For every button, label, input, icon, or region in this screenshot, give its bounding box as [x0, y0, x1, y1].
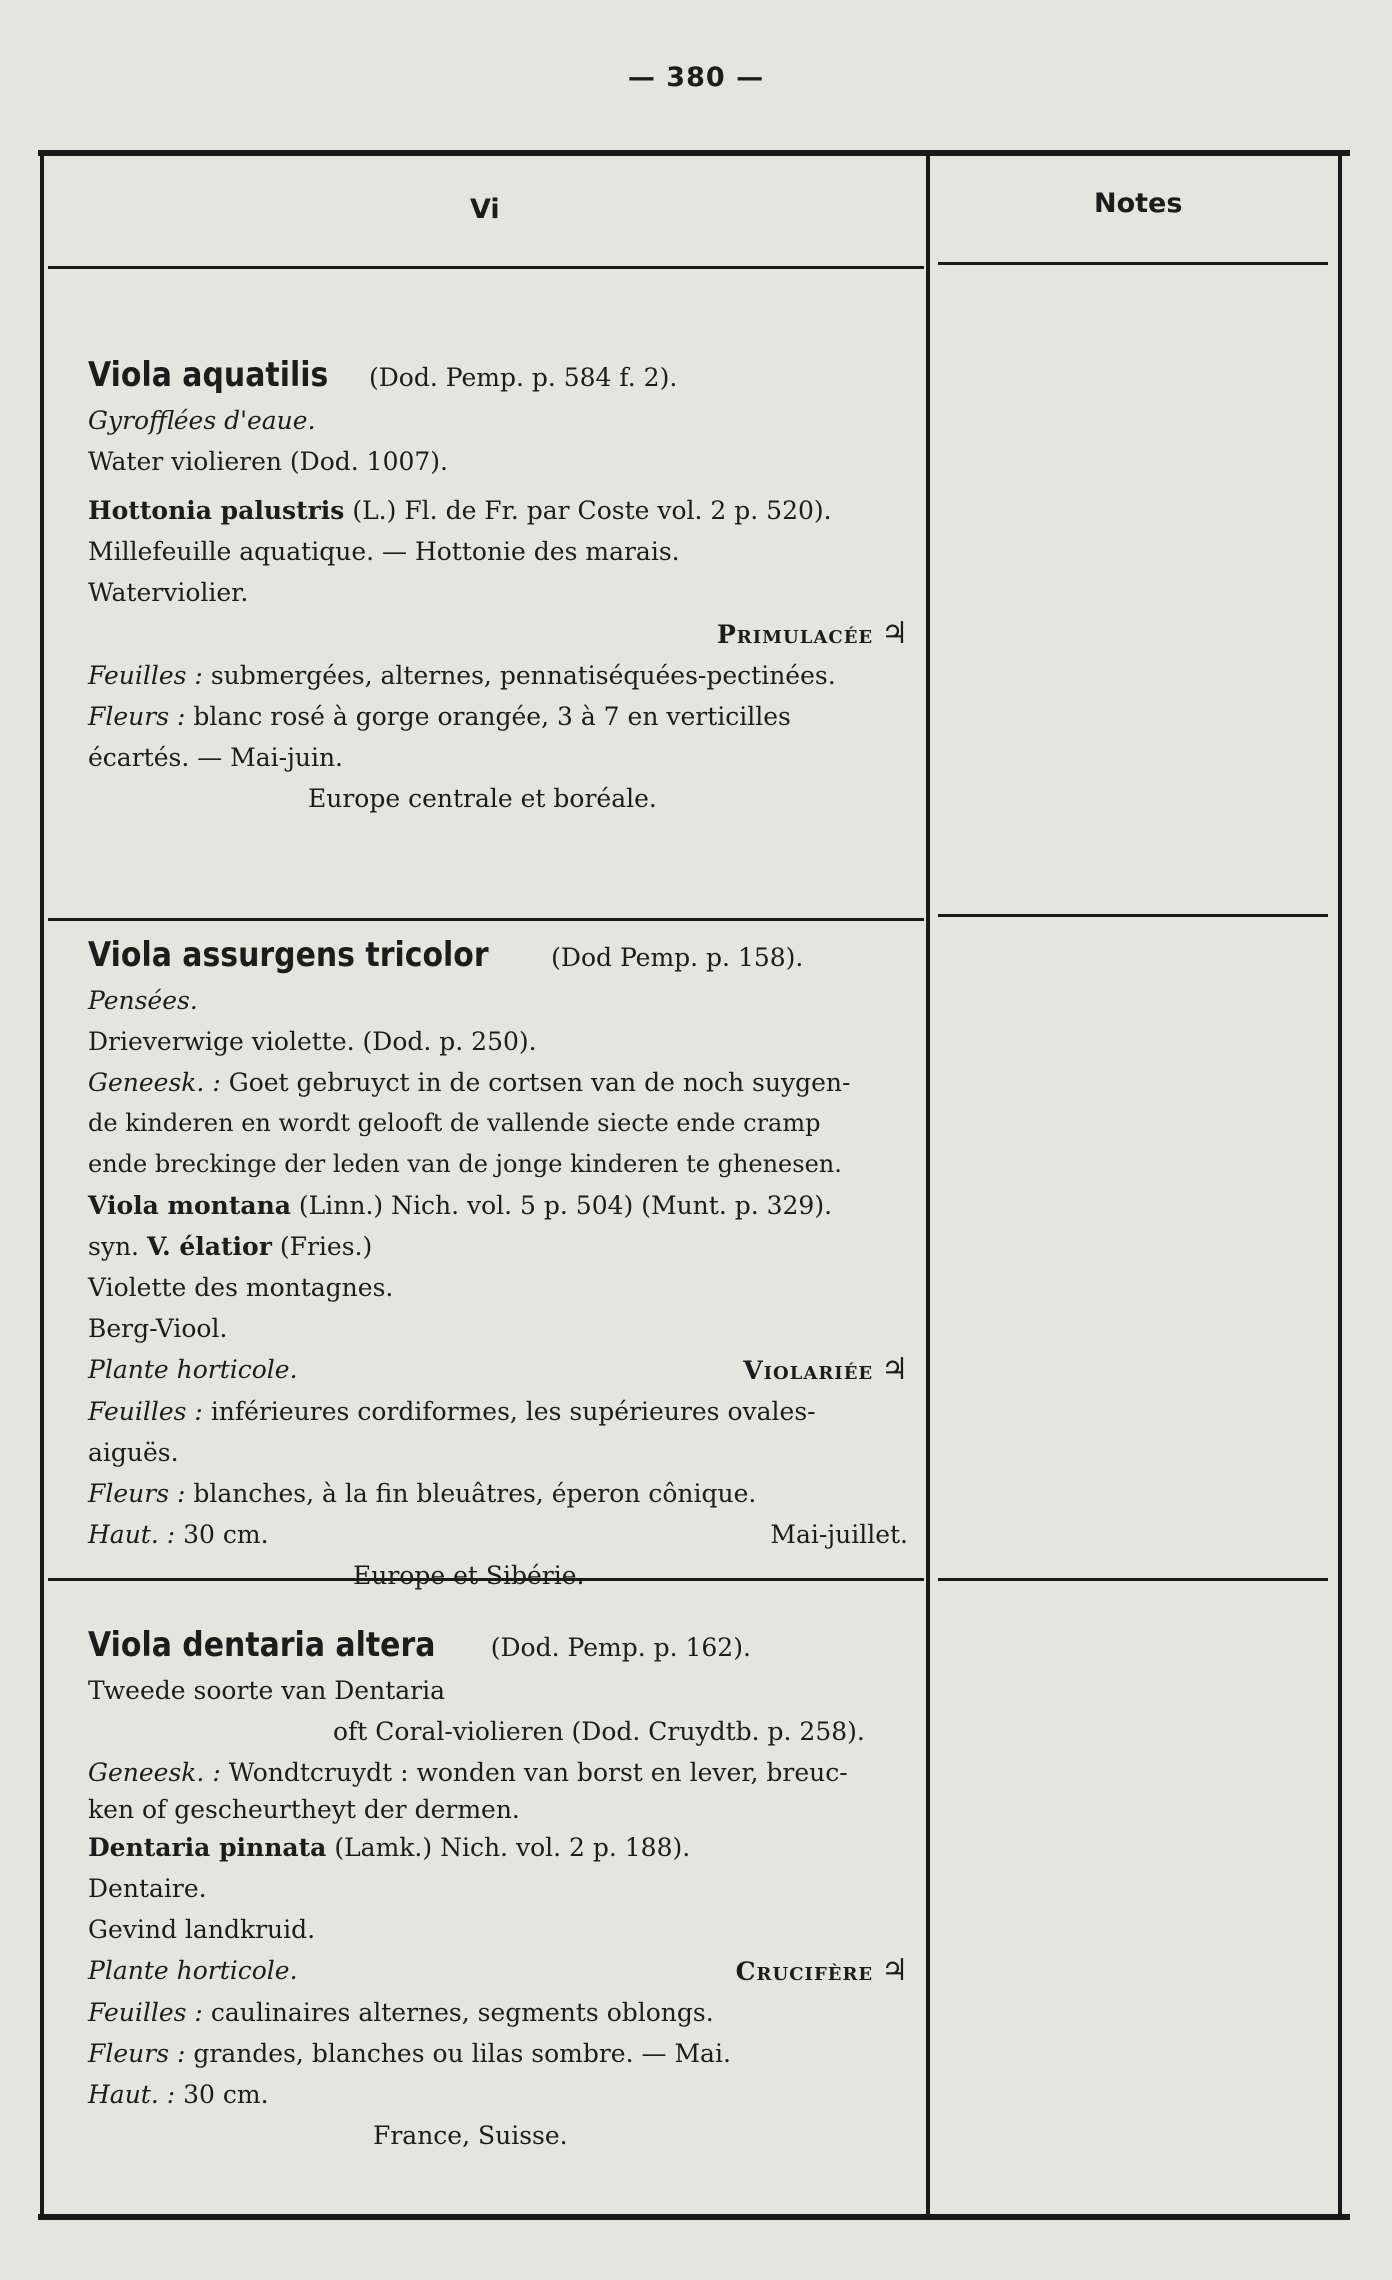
entry-title: Viola aquatilis: [88, 355, 329, 395]
synonym-name: V. élatior: [146, 1232, 272, 1261]
synonym-author: (Fries.): [279, 1232, 373, 1261]
header-rule-notes: [938, 262, 1328, 265]
field-value: Goet gebruyct in de cortsen van de noch suygen-: [228, 1068, 851, 1097]
entry-line: [88, 2033, 938, 2074]
field-value: 30 cm.: [183, 2080, 269, 2109]
field-label: Feuilles :: [88, 1998, 203, 2027]
field-value: caulinaires alternes, segments oblongs.: [210, 1998, 714, 2027]
field-label: Fleurs :: [88, 2039, 186, 2068]
entry-line: [88, 1473, 938, 1514]
entry-title: Viola dentaria altera: [88, 1625, 436, 1665]
entry-line: [88, 696, 938, 737]
entry-line: [88, 2074, 938, 2115]
top-rule: [38, 150, 1350, 156]
entry-line: [88, 1185, 938, 1226]
entry-line: Pensées.: [88, 986, 198, 1015]
field-value: 30 cm.: [183, 1520, 269, 1549]
entry-line: [88, 1062, 938, 1103]
entry-line: Drieverwige violette. (Dod. p. 250).: [88, 1027, 537, 1056]
entry-line: Dentaire.: [88, 1874, 207, 1903]
entry-line: Gevind landkruid.: [88, 1915, 316, 1944]
entry-line: oft Coral-violieren (Dod. Cruydtb. p. 258).: [333, 1717, 865, 1746]
entry-line: [88, 1752, 938, 1793]
entry-line: Tweede soorte van Dentaria: [88, 1676, 446, 1705]
entry-reference: (Dod Pemp. p. 158).: [551, 943, 804, 972]
notes-column-header: Notes: [1094, 188, 1183, 219]
field-value: submergées, alternes, pennatiséquées-pectinées.: [210, 661, 836, 690]
entry-rule-2-notes: [938, 1578, 1328, 1581]
synonym-reference: (Linn.) Nich. vol. 5 p. 504) (Munt. p. 329).: [298, 1191, 833, 1220]
left-rule: [40, 150, 44, 2220]
main-column-header: Vi: [470, 194, 500, 225]
field-label: Haut. :: [88, 1520, 176, 1549]
entry-line: [88, 490, 938, 531]
field-label: Feuilles :: [88, 1397, 203, 1426]
entry-viola-aquatilis: [88, 350, 938, 819]
header-rule-main: [48, 266, 924, 269]
perennial-symbol: ♃: [881, 1352, 908, 1387]
field-value: grandes, blanches ou lilas sombre. — Mai.: [193, 2039, 731, 2068]
family-line: [88, 1950, 908, 1992]
synonym-name: Viola montana: [88, 1191, 291, 1220]
perennial-symbol: ♃: [881, 1953, 908, 1988]
plant-type: Plante horticole.: [88, 1956, 298, 1985]
entry-reference: (Dod. Pemp. p. 162).: [490, 1633, 751, 1662]
field-label: Haut. :: [88, 2080, 176, 2109]
flowering-period: Mai-juillet.: [770, 1520, 908, 1549]
entry-line: Water violieren (Dod. 1007).: [88, 447, 448, 476]
entry-line: ende breckinge der leden van de jonge kinderen te ghenesen.: [88, 1150, 842, 1178]
distribution: France, Suisse.: [373, 2121, 568, 2150]
entry-line: Millefeuille aquatique. — Hottonie des marais.: [88, 537, 680, 566]
synonym-reference: (Lamk.) Nich. vol. 2 p. 188).: [334, 1833, 691, 1862]
field-label: Geneesk. :: [88, 1758, 221, 1787]
entry-line: [88, 1391, 938, 1432]
table-frame: [38, 150, 1350, 2220]
entry-rule-1-notes: [938, 914, 1328, 917]
family-name: Primulacée: [716, 620, 874, 649]
entry-line: [88, 655, 938, 696]
field-value: blanches, à la fin bleuâtres, éperon cônique.: [193, 1479, 757, 1508]
entry-line: aiguës.: [88, 1438, 179, 1467]
entry-line: [88, 1226, 938, 1267]
entry-viola-assurgens-tricolor: [88, 930, 938, 1596]
entry-reference: (Dod. Pemp. p. 584 f. 2).: [369, 363, 678, 392]
entry-line: ken of gescheurtheyt der dermen.: [88, 1795, 520, 1824]
synonym-name: Dentaria pinnata: [88, 1833, 327, 1862]
family-name: Violariée: [743, 1356, 874, 1385]
distribution: Europe et Sibérie.: [353, 1561, 585, 1590]
entry-title: Viola assurgens tricolor: [88, 935, 489, 975]
family-line: [88, 613, 908, 655]
field-label: Geneesk. :: [88, 1068, 221, 1097]
right-rule: [1338, 150, 1342, 2220]
entry-line: de kinderen en wordt gelooft de vallende siecte ende cramp: [88, 1109, 821, 1137]
field-value: Wondtcruydt : wonden van borst en lever, breuc-: [228, 1758, 848, 1787]
perennial-symbol: ♃: [881, 616, 908, 651]
entry-line: Violette des montagnes.: [88, 1273, 394, 1302]
field-label: Feuilles :: [88, 661, 203, 690]
field-label: Fleurs :: [88, 1479, 186, 1508]
entry-line: [88, 1992, 938, 2033]
entry-line: Berg-Viool.: [88, 1314, 228, 1343]
syn-label: syn.: [88, 1232, 140, 1261]
plant-type: Plante horticole.: [88, 1355, 298, 1384]
field-label: Fleurs :: [88, 702, 186, 731]
family-name: Crucifère: [735, 1957, 874, 1986]
distribution: Europe centrale et boréale.: [308, 784, 657, 813]
entry-line: écartés. — Mai-juin.: [88, 743, 344, 772]
entry-viola-dentaria-altera: [88, 1620, 938, 2156]
entry-rule-1-main: [48, 918, 924, 921]
field-value: blanc rosé à gorge orangée, 3 à 7 en verticilles: [193, 702, 791, 731]
family-line: [88, 1349, 908, 1391]
synonym-name: Hottonia palustris: [88, 496, 345, 525]
field-value: inférieures cordiformes, les supérieures ovales-: [210, 1397, 816, 1426]
synonym-reference: (L.) Fl. de Fr. par Coste vol. 2 p. 520).: [352, 496, 832, 525]
bottom-rule: [38, 2214, 1350, 2220]
page-number: — 380 —: [627, 62, 765, 93]
entry-line: [88, 1827, 938, 1868]
entry-line: [88, 1514, 908, 1555]
entry-line: Gyroffléеs d'eaue.: [88, 406, 316, 435]
entry-line: Waterviolier.: [88, 578, 249, 607]
